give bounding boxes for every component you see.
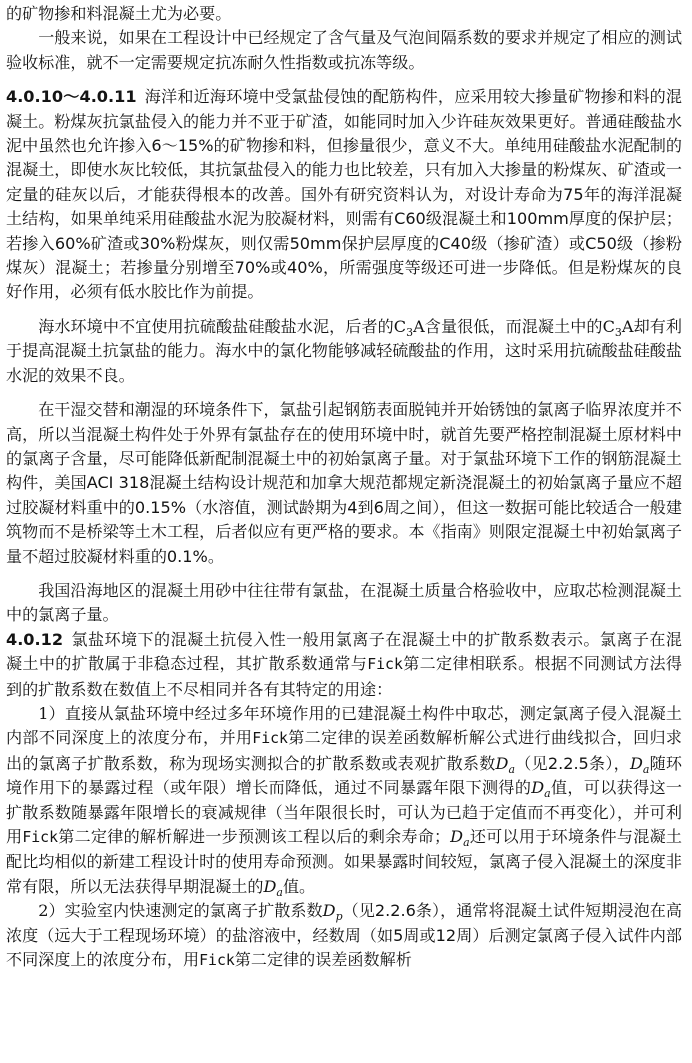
list-number: 1） [38,703,65,723]
formula-c3a: $C_3A$ [393,316,425,339]
symbol-da: $D_a$ [629,753,650,776]
text-run: 直接从氯盐环境中经过多年环境作用的已建混凝土构件中取芯，测定氯离子侵入混凝土内部不同深度上的浓度分布，并用 [6,703,682,748]
text-run: 值，可以获得这一扩散系数随暴露年限增长的衰减规律（当年限很长时，可认为已趋于定值而不再变化），并可利用 [6,778,682,846]
term-fick: Fick [367,656,403,674]
list-item-1 [6,702,682,899]
list-item-2 [6,899,682,973]
term-fick: Fick [22,829,58,846]
text-run: 第二定律的解析解进一步预测该工程以后的剩余寿命； [57,827,451,846]
symbol-da: $D_a$ [450,827,470,849]
text-run: 含量很低，而混凝土中的 [424,316,603,336]
text-run: 海水环境中不宜使用抗硫酸盐硅酸盐水泥，后者的 [38,316,394,336]
text-run: 氯盐环境下的混凝土抗侵入性一般用氯离子在混凝土中的扩散系数表示。氯离子在混凝土中的扩散属于非稳态过程，其扩散系数通常与 [6,629,682,674]
text-run: 实验室内快速测定的氯离子扩散系数 [64,901,323,921]
text-run: 随环境作用下的暴露过程（或年限）增长而降低，通过不同暴露年限下测得的 [6,753,683,798]
symbol-da: $D_a$ [531,778,551,801]
clause-text: 海洋和近海环境中受氯盐侵蚀的配筋构件，应采用较大掺量矿物掺和料的混凝土。粉煤灰抗氯盐侵入的能力并不亚于矿渣，如能同时加入少许硅灰效果更好。普通硅酸盐水泥中虽然也允许掺入6～15%的矿物掺和料，但掺量很少，意义不大。单纯用硅酸盐水泥配制的混凝土，即使水灰比较低，其抗氯盐侵入的能力也比较差，只有加入大掺量的粉煤灰、矿渣或一定量的硅灰以后，才能获得根本的改善。国外有研究资料认为，对设计寿命为75年的海洋混凝土结构，如果单纯采用硅酸盐水泥为胶凝材料，则需有C60级混凝土和100mm厚度的保护层；若掺入60%矿渣或30%粉煤灰，则仅需50mm保护层厚度的C40级（掺矿渣）或C50级（掺粉煤灰）混凝土；若掺量分别增至70%或40%，所需强度等级还可进一步降低。但是粉煤灰的良好作用，必须有低水胶比作为前提。 [6,87,683,302]
paragraph-continuation: 的矿物掺和料混凝土尤为必要。 [6,4,232,23]
paragraph-frost-resistance: 一般来说，如果在工程设计中已经规定了含气量及气泡间隔系数的要求并规定了相应的测试验收标准，就不一定需要规定抗冻耐久性指数或抗冻等级。 [6,28,682,72]
symbol-da: $D_a$ [495,753,515,776]
symbol-da: $D_a$ [263,876,283,899]
text-run: 第二定律的误差函数解析解公式进行曲线拟合，回归求出的氯离子扩散系数，称为现场实测拟合的扩散系数或表观扩散系数 [6,728,683,773]
text-run: 第二定律的误差函数解析 [234,950,412,970]
paragraph-coastal-sand: 我国沿海地区的混凝土用砂中往往带有氯盐，在混凝土质量合格验收中，应取芯检测混凝土中的氯离子量。 [6,580,682,625]
clause-number: 4.0.12 [6,629,64,649]
text-run: （见2.2.5条）， [514,753,630,773]
term-fick: Fick [199,952,235,970]
paragraph-clause-4-0-10 [6,85,682,305]
clause-number: 4.0.10～4.0.11 [6,87,137,107]
symbol-dp: $D_p$ [322,901,343,924]
paragraph-sulfate-cement [6,315,682,388]
formula-c3a: $C_3A$ [602,316,634,339]
term-fick: Fick [252,730,288,748]
paragraph-chloride-threshold: 在干湿交替和潮湿的环境条件下，氯盐引起钢筋表面脱钝并开始锈蚀的氯离子临界浓度并不高，所以当混凝土构件处于外界有氯盐存在的使用环境中时，就首先要严格控制混凝土原材料中的氯离子含量，尽可能降低新配制混凝土中的初始氯离子量。对于氯盐环境下工作的钢筋混凝土构件，美国ACI 318混凝土结构设计规范和加拿大规范都规定新浇混凝土的初始氯离子量应不超过胶凝材料重中的0.15%（水溶值，测试龄期为4到6周之间），但这一数据可能比较适合一般建筑物而不是桥梁等土木工程，后者似应有更严格的要求。本《指南》则限定混凝土中初始氯离子量不超过胶凝材料重的0.1%。 [6,400,682,566]
text-run: （见2.2.6条），通常将混凝土试件短期浸泡在高浓度（远大于工程现场环境）的盐溶液中，经数周（如5周或12周）后测定氯离子侵入试件内部不同深度上的浓度分布，用 [6,901,682,970]
text-run: 却有利于提高混凝土抗氯盐的能力。海水中的氯化物能够减轻硫酸盐的作用，这时采用抗硫酸盐硅酸盐水泥的效果不良。 [6,316,683,385]
list-number: 2） [38,901,65,921]
text-run: 值。 [282,876,316,896]
text-run: 第二定律相联系。根据不同测试方法得到的扩散系数在数值上不尽相同并各有其特定的用途： [6,654,683,699]
paragraph-clause-4-0-12 [6,628,682,702]
text-run: 还可以用于环境条件与混凝土配比均相似的新建工程设计时的使用寿命预测。如果暴露时间较短，氯离子侵入混凝土的深度非常有限，所以无法获得早期混凝土的 [6,827,683,896]
